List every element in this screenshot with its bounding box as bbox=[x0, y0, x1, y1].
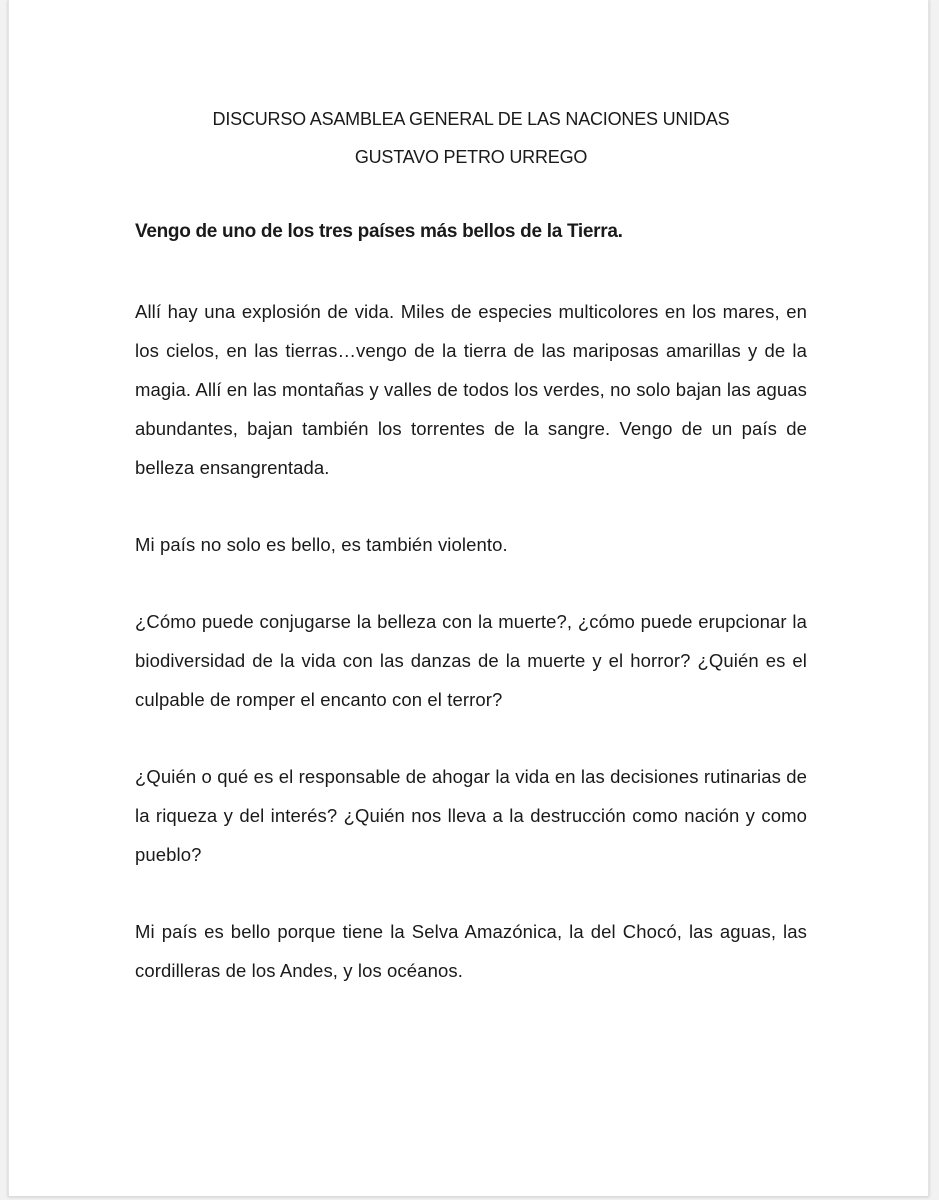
paragraph-3: ¿Cómo puede conjugarse la belleza con la muerte?, ¿cómo puede erupcionar la biodiversidad de la vida con las danzas de la muerte y el horror? ¿Quién es el culpable de romper el encanto con el terror? bbox=[135, 611, 807, 710]
document-body bbox=[135, 100, 807, 990]
document-page bbox=[8, 0, 929, 1197]
paragraph-1: Allí hay una explosión de vida. Miles de especies multicolores en los mares, en los cielos, en las tierras…vengo de la tierra de las mariposas amarillas y de la magia. Allí en las montañas y valles de todos los verdes, no solo bajan las aguas abundantes, bajan también los torrentes de la sangre. Vengo de un país de belleza ensangrentada. bbox=[135, 301, 807, 478]
title-line-speech: DISCURSO ASAMBLEA GENERAL DE LAS NACIONES UNIDAS bbox=[212, 109, 730, 129]
document-title bbox=[135, 100, 807, 176]
paragraph-4: ¿Quién o qué es el responsable de ahogar la vida en las decisiones rutinarias de la riqueza y del interés? ¿Quién nos lleva a la destrucción como nación y como pueblo? bbox=[135, 766, 807, 865]
paragraph-5: Mi país es bello porque tiene la Selva Amazónica, la del Chocó, las aguas, las cordilleras de los Andes, y los océanos. bbox=[135, 921, 807, 981]
lead-sentence: Vengo de uno de los tres países más bellos de la Tierra. bbox=[135, 221, 623, 242]
title-line-author: GUSTAVO PETRO URREGO bbox=[354, 147, 588, 167]
paragraph-2: Mi país no solo es bello, es también violento. bbox=[135, 534, 508, 555]
